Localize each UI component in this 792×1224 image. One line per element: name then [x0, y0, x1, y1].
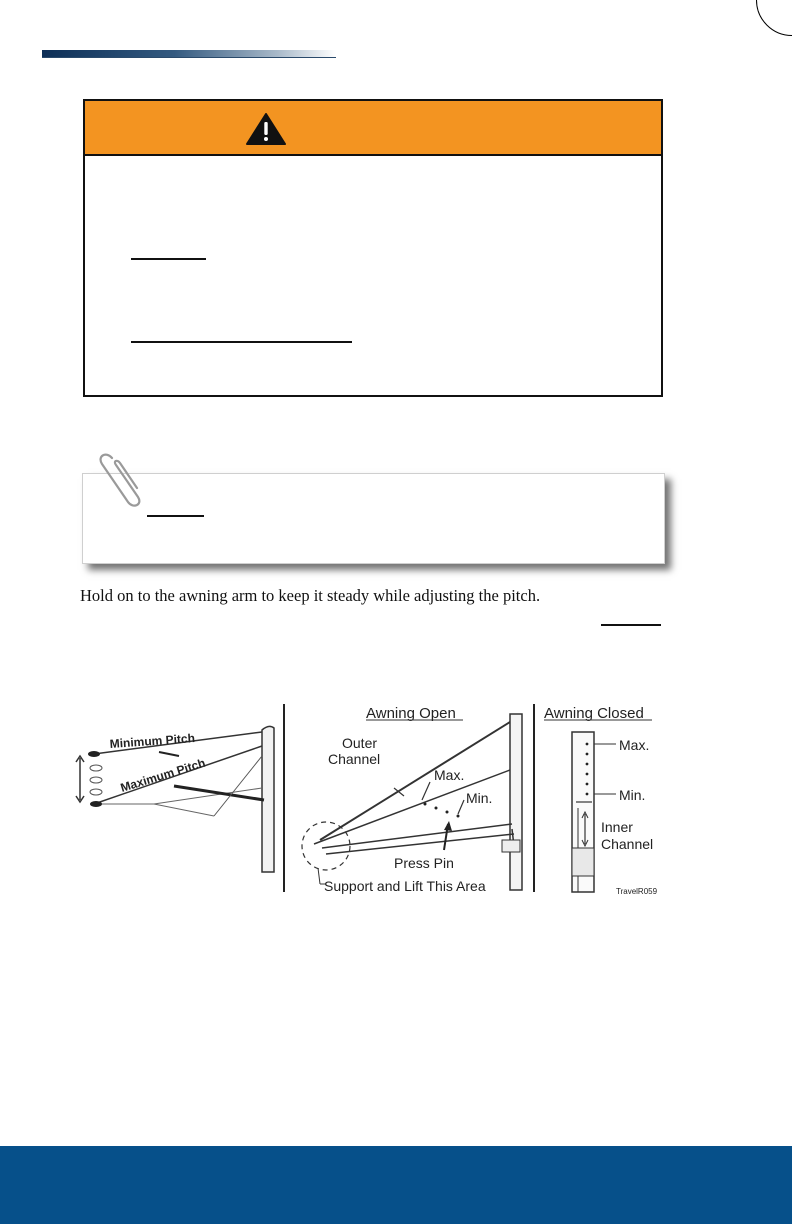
- inner-channel-label-line2: Channel: [601, 836, 654, 852]
- warning-triangle-icon: [245, 112, 287, 146]
- footer-bar: [0, 1146, 792, 1224]
- body-paragraph: Hold on to the awning arm to keep it steady while adjusting the pitch.: [80, 586, 541, 605]
- minimum-pitch-label: Minimum Pitch: [109, 731, 196, 751]
- outer-channel-label-line1: Outer: [342, 735, 378, 751]
- support-lift-label: Support and Lift This Area: [324, 878, 486, 894]
- note-box: [82, 473, 665, 564]
- warning-box: [83, 99, 663, 397]
- outer-channel-label-line2: Channel: [328, 751, 381, 767]
- open-min-label: Min.: [466, 790, 493, 806]
- awning-closed-panel: [544, 705, 658, 896]
- paperclip-icon: [98, 450, 150, 512]
- open-max-label: Max.: [434, 767, 465, 783]
- maximum-pitch-label: Maximum Pitch: [118, 755, 208, 795]
- warning-header: [85, 101, 661, 156]
- warning-underline-2: [131, 341, 352, 343]
- closed-max-label: Max.: [619, 737, 650, 753]
- figure-code: TravelR059: [616, 887, 658, 896]
- warning-underline-1: [131, 258, 206, 260]
- inner-channel-label-line1: Inner: [601, 819, 633, 835]
- awning-pitch-figure: [64, 696, 670, 902]
- crop-mark: [756, 0, 792, 36]
- text-underline: [601, 624, 661, 626]
- awning-closed-title: Awning Closed: [544, 705, 644, 722]
- header-rule: [42, 50, 336, 57]
- closed-min-label: Min.: [619, 787, 646, 803]
- header-rule-line: [42, 57, 336, 58]
- pitch-diagram: [76, 726, 274, 872]
- press-pin-label: Press Pin: [394, 855, 454, 871]
- awning-open-title: Awning Open: [366, 705, 456, 722]
- awning-open-panel: [302, 705, 522, 894]
- note-underline: [147, 515, 204, 517]
